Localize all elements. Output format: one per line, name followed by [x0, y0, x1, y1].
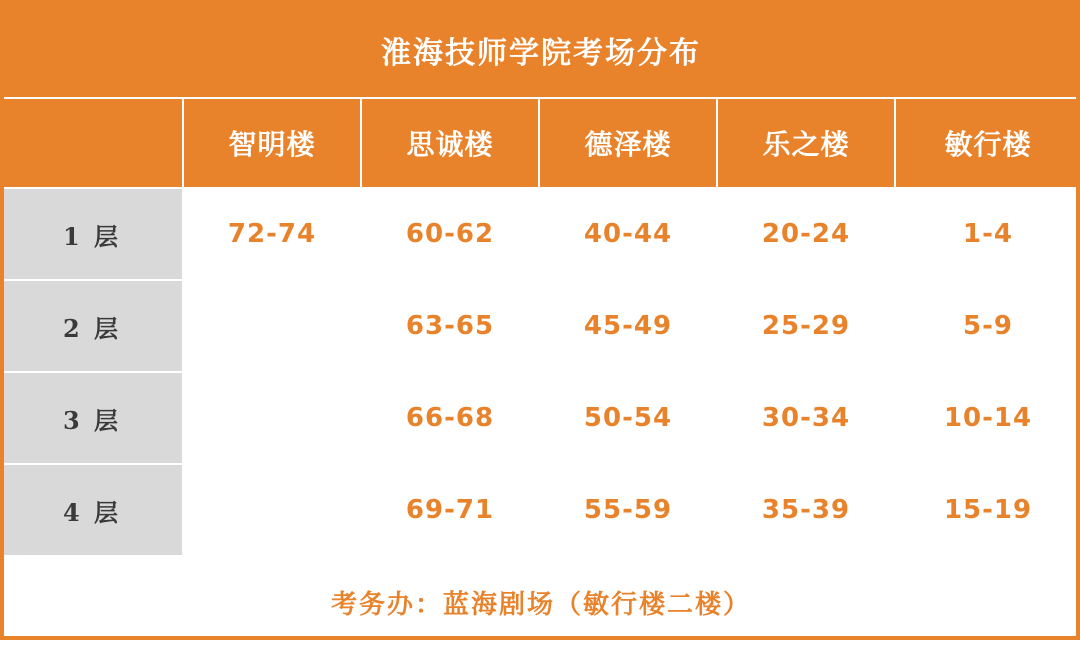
cell-floor3-building1: [183, 372, 361, 464]
header-corner-cell: [1, 98, 183, 188]
cell-floor2-building3: 45-49: [539, 280, 717, 372]
table-footer-row: [1, 556, 1080, 648]
cell-floor4-building3: 55-59: [539, 464, 717, 556]
footer-note: 考务办：蓝海剧场（敏行楼二楼）: [1, 556, 1080, 648]
table-title-row: [1, 1, 1080, 98]
cell-floor1-building2: 60-62: [361, 188, 539, 280]
table-row: [1, 188, 1080, 280]
table-row: [1, 280, 1080, 372]
cell-floor2-building5: 5-9: [895, 280, 1080, 372]
cell-floor2-building2: 63-65: [361, 280, 539, 372]
cell-floor3-building4: 30-34: [717, 372, 895, 464]
row-label-floor-2: 2 层: [1, 280, 183, 372]
cell-floor4-building4: 35-39: [717, 464, 895, 556]
column-header-building-3: 德泽楼: [539, 98, 717, 188]
cell-floor3-building3: 50-54: [539, 372, 717, 464]
table-row: [1, 372, 1080, 464]
cell-floor1-building4: 20-24: [717, 188, 895, 280]
cell-floor2-building1: [183, 280, 361, 372]
row-label-floor-1: 1 层: [1, 188, 183, 280]
cell-floor3-building2: 66-68: [361, 372, 539, 464]
row-label-floor-3: 3 层: [1, 372, 183, 464]
table-header-row: [1, 98, 1080, 188]
page-title: 淮海技师学院考场分布: [1, 1, 1080, 98]
cell-floor1-building1: 72-74: [183, 188, 361, 280]
cell-floor2-building4: 25-29: [717, 280, 895, 372]
table-row: [1, 464, 1080, 556]
column-header-building-1: 智明楼: [183, 98, 361, 188]
column-header-building-2: 思诚楼: [361, 98, 539, 188]
cell-floor4-building1: [183, 464, 361, 556]
cell-floor1-building5: 1-4: [895, 188, 1080, 280]
column-header-building-4: 乐之楼: [717, 98, 895, 188]
cell-floor1-building3: 40-44: [539, 188, 717, 280]
column-header-building-5: 敏行楼: [895, 98, 1080, 188]
cell-floor4-building2: 69-71: [361, 464, 539, 556]
cell-floor3-building5: 10-14: [895, 372, 1080, 464]
cell-floor4-building5: 15-19: [895, 464, 1080, 556]
row-label-floor-4: 4 层: [1, 464, 183, 556]
